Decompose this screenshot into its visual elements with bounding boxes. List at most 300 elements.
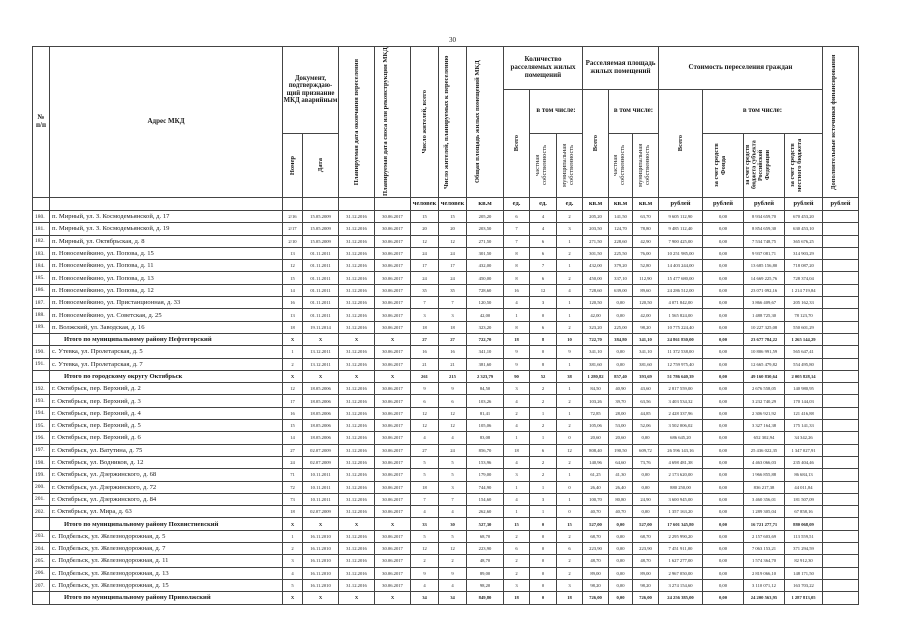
row-cell: 16 [411, 346, 439, 358]
row-cell: 10.11.2011 [303, 493, 339, 505]
row-cell: 2 [411, 555, 439, 567]
row-cell: 2 [557, 211, 583, 223]
row-cell: 9 [504, 346, 530, 358]
header-area-group: Расселяемая площадь жилых помещений [583, 47, 659, 90]
row-address: г. Октябрьск, пер. Верхний, д. 5 [50, 420, 283, 432]
row-cell: 105,06 [467, 420, 504, 432]
row-cell: 2 005 828,14 [785, 370, 823, 382]
row-cell: 2 [557, 555, 583, 567]
row-cell: 6 [557, 543, 583, 555]
row-cell: 3 [557, 579, 583, 591]
row-cell: 2 157 603,69 [744, 530, 785, 542]
row-cell: 7 [411, 297, 439, 309]
table-row [33, 469, 860, 481]
row-cell: 2 [504, 407, 530, 419]
row-cell: 0,00 [609, 579, 633, 591]
row-cell: 20 [439, 223, 467, 235]
row-cell: 53,00 [609, 420, 633, 432]
row-cell: 1 [530, 481, 557, 493]
row-cell: 52 [530, 370, 557, 382]
row-cell: 2/16 [283, 211, 303, 223]
row-number: 189. [33, 321, 50, 333]
row-cell: 01.11.2011 [303, 272, 339, 284]
row-cell: 1 [530, 432, 557, 444]
row-cell: 48,70 [633, 555, 659, 567]
row-cell: 39,70 [609, 395, 633, 407]
row-cell: 105,06 [583, 420, 609, 432]
row-cell: 726,00 [583, 592, 609, 604]
row-cell: 31.12.2016 [339, 579, 375, 591]
row-cell: 01.11.2011 [303, 260, 339, 272]
row-cell: 18 [439, 321, 467, 333]
row-cell: 1 [557, 260, 583, 272]
row-cell: 808,40 [583, 444, 609, 456]
row-cell: 0,00 [703, 211, 744, 223]
row-cell: 12 [411, 407, 439, 419]
row-cell: 0,00 [703, 297, 744, 309]
row-cell: 18 [504, 444, 530, 456]
row-cell: X [339, 592, 375, 604]
row-cell: 27 [411, 444, 439, 456]
row-cell: 27 [411, 333, 439, 345]
header-area-incl: в том числе: [609, 90, 659, 134]
table-row-total [33, 592, 860, 604]
row-cell: 72 [283, 481, 303, 493]
row-cell: 0,00 [703, 395, 744, 407]
row-cell [823, 235, 859, 247]
row-address: п. Мирный, ул. З. Космодемьянской, д. 19 [50, 223, 283, 235]
row-cell: 3 110 071,12 [744, 579, 785, 591]
row-address: г. Октябрьск, ул. Дзержинского, д. 84 [50, 493, 283, 505]
row-cell: 15 [283, 420, 303, 432]
row-cell: 31.12.2016 [339, 309, 375, 321]
row-cell: 153,96 [467, 456, 504, 468]
row-cell [823, 432, 859, 444]
row-address: г. Октябрьск, ул. Дзержинского, д. 72 [50, 481, 283, 493]
row-cell: 89,60 [633, 284, 659, 296]
row-cell: 2 [530, 420, 557, 432]
row-cell: 34 [411, 592, 439, 604]
row-cell: 4 [411, 432, 439, 444]
row-cell: 24,90 [633, 493, 659, 505]
table-row-total [33, 333, 860, 345]
row-cell: 18.05.2006 [303, 383, 339, 395]
row-number: 182. [33, 235, 50, 247]
row-cell: 0,00 [703, 420, 744, 432]
row-cell: 0,00 [609, 309, 633, 321]
row-cell: X [303, 592, 339, 604]
row-cell: 857,40 [609, 370, 633, 382]
row-cell: 44,85 [633, 407, 659, 419]
row-cell: X [339, 370, 375, 382]
row-cell: 30.06.2017 [375, 284, 411, 296]
table-row [33, 530, 860, 542]
header-count-total: Всего [504, 90, 530, 198]
row-address: г. Октябрьск, ул. Дзержинского, д. 68 [50, 469, 283, 481]
row-cell: 21 [439, 358, 467, 370]
row-cell: 2 173 620,00 [659, 469, 703, 481]
row-cell: 86 684,13 [785, 469, 823, 481]
row-cell: 450,00 [467, 272, 504, 284]
row-cell: 31.12.2016 [339, 211, 375, 223]
row-cell: 2 428 337,96 [659, 407, 703, 419]
row-number: 207. [33, 579, 50, 591]
row-cell: 3 600 945,00 [659, 493, 703, 505]
row-address: Итого по муниципальному району Нефтегорский [50, 333, 283, 345]
row-number: 184. [33, 260, 50, 272]
table-row [33, 579, 860, 591]
header-planned-demolish: Планируемая дата сноса или реконструкции МКД [375, 47, 411, 198]
header-total-area: Общая площадь жилых помещений МКД [467, 47, 504, 198]
row-cell: 0 [530, 567, 557, 579]
row-cell: 0,00 [703, 567, 744, 579]
row-cell: 24 [411, 247, 439, 259]
row-number: 206. [33, 567, 50, 579]
row-cell: 31.12.2016 [339, 506, 375, 518]
table-row [33, 235, 860, 247]
row-address: г. Октябрьск, пер. Верхний, д. 2 [50, 383, 283, 395]
row-cell: 30.06.2017 [375, 420, 411, 432]
row-cell: 1 [557, 297, 583, 309]
row-cell: 3 [557, 223, 583, 235]
header-cost-regional: за счет средств бюджета субъекта Российской Федерации [744, 133, 785, 198]
header-count-group: Количество расселяемых жилых помещений [504, 47, 583, 90]
row-cell: 0,00 [703, 407, 744, 419]
row-cell: 10 251 985,00 [659, 247, 703, 259]
row-number: 191. [33, 358, 50, 370]
row-cell: 223,90 [583, 543, 609, 555]
row-cell: 381,60 [583, 358, 609, 370]
row-cell: 31.12.2016 [339, 407, 375, 419]
row-cell: 38 [557, 370, 583, 382]
row-cell: 550 601,29 [785, 321, 823, 333]
row-cell: 61,25 [583, 469, 609, 481]
row-cell: 5 [439, 469, 467, 481]
row-cell: X [375, 518, 411, 530]
row-cell: 82 912,30 [785, 555, 823, 567]
row-cell: 3 [504, 469, 530, 481]
row-address: п. Новосемейкино, ул. Попова, д. 11 [50, 260, 283, 272]
row-cell: 0,00 [703, 370, 744, 382]
header-num: № п/п [33, 47, 50, 198]
row-cell: 6 [504, 543, 530, 555]
row-cell: 02.07.2009 [303, 444, 339, 456]
row-cell: 31.12.2016 [339, 567, 375, 579]
row-cell [823, 481, 859, 493]
row-cell: 30.06.2017 [375, 407, 411, 419]
row-cell: 314 903,29 [785, 247, 823, 259]
row-number: 195. [33, 420, 50, 432]
row-cell: 8 [504, 247, 530, 259]
row-cell: 64,60 [609, 456, 633, 468]
row-cell: 215 [439, 370, 467, 382]
row-cell: 4 [504, 297, 530, 309]
header-residents-total: Число жителей, всего [411, 47, 439, 198]
row-cell: X [375, 592, 411, 604]
row-address: п. Новосемейкино, ул. Попова, д. 13 [50, 272, 283, 284]
row-cell: 30.06.2017 [375, 432, 411, 444]
row-cell: 30 [439, 518, 467, 530]
row-cell: 0,00 [609, 592, 633, 604]
row-cell: 8 854 659,30 [744, 223, 785, 235]
row-cell: 0 [557, 506, 583, 518]
row-cell: 271,50 [583, 235, 609, 247]
row-cell: 2 [504, 555, 530, 567]
row-number: 180. [33, 211, 50, 223]
row-cell: 0,00 [703, 592, 744, 604]
table-row [33, 395, 860, 407]
row-address: п. Новосемейкино, ул. Попова, д. 15 [50, 247, 283, 259]
row-cell: 42,00 [467, 309, 504, 321]
row-cell: 2 [504, 530, 530, 542]
row-cell: 0,00 [703, 469, 744, 481]
table-row [33, 567, 860, 579]
row-cell: 1 [504, 506, 530, 518]
row-cell: 63,70 [633, 211, 659, 223]
row-cell: 6 [530, 444, 557, 456]
row-cell: 0 [530, 555, 557, 567]
row-cell: 527,00 [633, 518, 659, 530]
row-cell: 98,20 [633, 579, 659, 591]
row-cell: 4 [439, 506, 467, 518]
row-cell: 01.11.2011 [303, 284, 339, 296]
row-cell: X [375, 370, 411, 382]
row-cell: 98,20 [583, 579, 609, 591]
row-cell: 26,40 [609, 481, 633, 493]
row-cell: 31.12.2016 [339, 420, 375, 432]
row-cell: 120,50 [633, 297, 659, 309]
row-cell: 6 [530, 235, 557, 247]
row-cell: 18 [504, 592, 530, 604]
row-number: 190. [33, 346, 50, 358]
row-cell: 73 [283, 493, 303, 505]
row-cell [823, 284, 859, 296]
row-cell: 6 [411, 395, 439, 407]
row-cell: 16.11.2010 [303, 555, 339, 567]
row-cell [823, 333, 859, 345]
row-cell [823, 370, 859, 382]
row-cell: 52,80 [633, 260, 659, 272]
row-cell: 0,00 [703, 530, 744, 542]
table-row [33, 346, 860, 358]
row-cell: 30.06.2017 [375, 543, 411, 555]
row-cell: 30.06.2017 [375, 444, 411, 456]
row-number: 204. [33, 543, 50, 555]
row-cell: 140,96 [583, 456, 609, 468]
row-number: 197. [33, 444, 50, 456]
row-cell [823, 444, 859, 456]
row-cell: 0,00 [703, 555, 744, 567]
table-row [33, 444, 860, 456]
row-cell: 01.11.2011 [303, 309, 339, 321]
header-count-incl: в том числе: [530, 90, 583, 134]
header-area-total: Всего [583, 90, 609, 198]
row-cell: 48,70 [583, 555, 609, 567]
row-cell: 30.06.2017 [375, 456, 411, 468]
row-cell: 223,90 [467, 543, 504, 555]
row-cell: 15.05.2009 [303, 211, 339, 223]
row-cell: 323,20 [583, 321, 609, 333]
row-cell: 527,00 [583, 518, 609, 530]
row-cell [823, 358, 859, 370]
row-cell: 856,70 [467, 444, 504, 456]
row-cell: 15 [439, 211, 467, 223]
row-cell: 31.12.2016 [339, 383, 375, 395]
row-cell: 14 403 244,00 [659, 260, 703, 272]
row-cell: 16 721 277,71 [744, 518, 785, 530]
row-cell: 0,00 [703, 309, 744, 321]
row-cell: 10.11.2011 [303, 469, 339, 481]
row-cell: 30.06.2017 [375, 211, 411, 223]
row-number: 200. [33, 481, 50, 493]
row-cell: 8 [504, 321, 530, 333]
row-cell: 12 [411, 420, 439, 432]
row-cell: 02.07.2009 [303, 506, 339, 518]
row-cell: 1 [557, 235, 583, 247]
row-cell: X [283, 370, 303, 382]
row-cell: 1 565 824,00 [659, 309, 703, 321]
row-cell: 4 [283, 567, 303, 579]
table-row [33, 247, 860, 259]
row-cell: 30.06.2017 [375, 309, 411, 321]
row-cell: 154,60 [467, 493, 504, 505]
row-cell: 24 286 512,00 [659, 284, 703, 296]
row-cell: 35 [411, 284, 439, 296]
row-cell: 13 [283, 247, 303, 259]
row-number: 187. [33, 297, 50, 309]
row-cell: 0,00 [703, 223, 744, 235]
row-cell: 120,50 [583, 297, 609, 309]
row-cell: 31.12.2016 [339, 530, 375, 542]
row-cell: 83,08 [467, 432, 504, 444]
row-cell: 2 [530, 456, 557, 468]
row-cell [823, 555, 859, 567]
row-cell: 381,60 [633, 358, 659, 370]
row-cell: 670 453,20 [785, 211, 823, 223]
row-cell [823, 506, 859, 518]
row-cell: X [303, 518, 339, 530]
row-cell: 0 [530, 592, 557, 604]
row-address: п. Мирный, ул. Октябрьская, д. 8 [50, 235, 283, 247]
row-cell: 19.11.2014 [303, 321, 339, 333]
table-row-total [33, 370, 860, 382]
row-cell: 0,00 [703, 346, 744, 358]
row-cell [823, 579, 859, 591]
row-cell: 301,50 [583, 247, 609, 259]
row-cell [823, 567, 859, 579]
row-number: 188. [33, 309, 50, 321]
row-cell: 98,20 [633, 321, 659, 333]
row-cell: X [339, 333, 375, 345]
row-cell: 148 171,50 [785, 567, 823, 579]
row-cell [823, 297, 859, 309]
row-address: с. Подбельск, ул. Железнодорожная, д. 11 [50, 555, 283, 567]
table-body [33, 211, 860, 605]
row-cell: 2 [530, 383, 557, 395]
row-address: п. Новосемейкино, ул. Пристанционная, д. 33 [50, 297, 283, 309]
row-cell: 365 676,25 [785, 235, 823, 247]
row-cell: 836 217,38 [744, 481, 785, 493]
row-cell: 7 [504, 223, 530, 235]
row-cell: 0,00 [633, 432, 659, 444]
row-cell: 52,06 [633, 420, 659, 432]
row-cell: 15 477 680,00 [659, 272, 703, 284]
row-cell: 16.11.2010 [303, 567, 339, 579]
row-cell: 3 [411, 309, 439, 321]
row-cell: 9 [504, 358, 530, 370]
row-cell: 880 250,00 [659, 481, 703, 493]
row-cell: 2 [557, 456, 583, 468]
header-cost-local: за счет средств местного бюджета [785, 133, 823, 198]
row-cell: 12 759 975,40 [659, 358, 703, 370]
row-cell: 18 [283, 321, 303, 333]
row-cell [823, 518, 859, 530]
row-cell: 1 289 305,04 [744, 506, 785, 518]
row-cell: 1 347 027,91 [785, 444, 823, 456]
row-number: 199. [33, 469, 50, 481]
row-cell: 3 [530, 493, 557, 505]
row-cell: 24 256 385,00 [659, 592, 703, 604]
row-cell: 744,90 [467, 481, 504, 493]
row-cell: 341,10 [633, 333, 659, 345]
row-number: 194. [33, 407, 50, 419]
table-row [33, 407, 860, 419]
row-cell: 181 507,09 [785, 493, 823, 505]
row-address: с. Утевка, ул. Пролетарская, д. 5 [50, 346, 283, 358]
row-number: 193. [33, 395, 50, 407]
row-cell: 9 485 112,40 [659, 223, 703, 235]
row-cell: 12 [530, 284, 557, 296]
row-cell: 0 [530, 309, 557, 321]
row-cell: 24 [439, 444, 467, 456]
table-row [33, 297, 860, 309]
row-cell: 10.11.2011 [303, 481, 339, 493]
row-cell: 1 265 144,29 [785, 333, 823, 345]
row-cell: 0,00 [703, 543, 744, 555]
row-cell: 30.06.2017 [375, 297, 411, 309]
header-area-private: частная собственность [609, 133, 633, 198]
row-cell: 393,69 [633, 370, 659, 382]
row-cell: 18.05.2006 [303, 407, 339, 419]
row-address: г. Октябрьск, ул. Водников, д. 12 [50, 456, 283, 468]
row-cell: 0,00 [609, 530, 633, 542]
row-cell: 6 [530, 272, 557, 284]
row-cell: 98,20 [467, 579, 504, 591]
row-cell: 371 294,59 [785, 543, 823, 555]
row-cell: 31.12.2016 [339, 297, 375, 309]
row-cell: 5 [411, 469, 439, 481]
row-cell: 30.06.2017 [375, 567, 411, 579]
row-cell: 30.06.2017 [375, 555, 411, 567]
row-cell: 3 [439, 481, 467, 493]
row-cell: 30.06.2017 [375, 321, 411, 333]
row-cell: 7 [439, 493, 467, 505]
header-address: Адрес МКД [50, 47, 283, 198]
row-cell: 40,90 [609, 383, 633, 395]
row-cell: 3 [439, 309, 467, 321]
table-row [33, 309, 860, 321]
row-cell: 8 [530, 333, 557, 345]
row-cell: 25 436 022,35 [744, 444, 785, 456]
row-cell: 722,70 [467, 333, 504, 345]
row-cell: 68,70 [467, 530, 504, 542]
row-cell: 30.06.2017 [375, 469, 411, 481]
row-cell: 48,70 [467, 555, 504, 567]
row-cell: 2 [530, 469, 557, 481]
row-address: п. Новосемейкино, ул. Советская, д. 25 [50, 309, 283, 321]
row-cell: 15.05.2009 [303, 223, 339, 235]
row-cell: 0,00 [609, 518, 633, 530]
